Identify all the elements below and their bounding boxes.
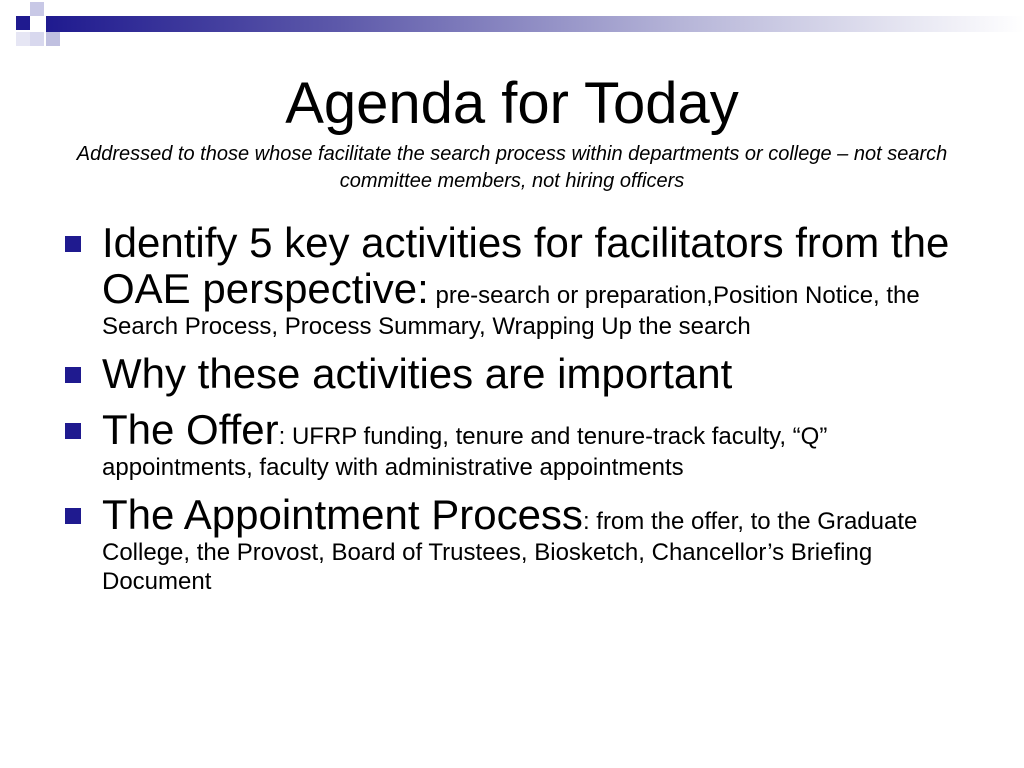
square-bullet-icon xyxy=(65,508,81,524)
decor-square-1 xyxy=(16,16,30,30)
decor-square-4 xyxy=(30,32,44,46)
bullet-item-appointment xyxy=(62,492,962,596)
bullet-detail: pre-search or preparation,Position Notice, the Search Process, Process Summary, Wrapping Up the search xyxy=(102,282,920,340)
bullet-item-activities xyxy=(62,220,962,341)
square-bullet-icon xyxy=(65,423,81,439)
decor-square-5 xyxy=(46,32,60,46)
bullet-detail: : UFRP funding, tenure and tenure-track faculty, “Q” appointments, faculty with administrative appointments xyxy=(102,423,828,481)
square-bullet-icon xyxy=(65,367,81,383)
bullet-item-importance xyxy=(62,351,962,397)
bullet-heading: Identify 5 key activities for facilitators from the OAE perspective: xyxy=(102,219,950,312)
square-bullet-icon xyxy=(65,236,81,252)
bullet-item-offer xyxy=(62,407,962,482)
bullet-heading: The Appointment Process xyxy=(102,491,583,538)
bullet-detail: : from the offer, to the Graduate College, the Provost, Board of Trustees, Biosketch, Chancellor’s Briefing Document xyxy=(102,508,918,595)
bullet-heading: The Offer xyxy=(102,406,279,453)
slide-subtitle: Addressed to those whose facilitate the search process within departments or college – not search committee members, not hiring officers xyxy=(76,143,948,192)
decor-square-6 xyxy=(16,32,30,46)
decor-square-2 xyxy=(30,2,44,16)
slide-title: Agenda for Today xyxy=(285,71,739,136)
bullet-list xyxy=(62,220,962,606)
bullet-heading: Why these activities are important xyxy=(102,350,733,397)
header-gradient-bar xyxy=(46,16,1024,32)
